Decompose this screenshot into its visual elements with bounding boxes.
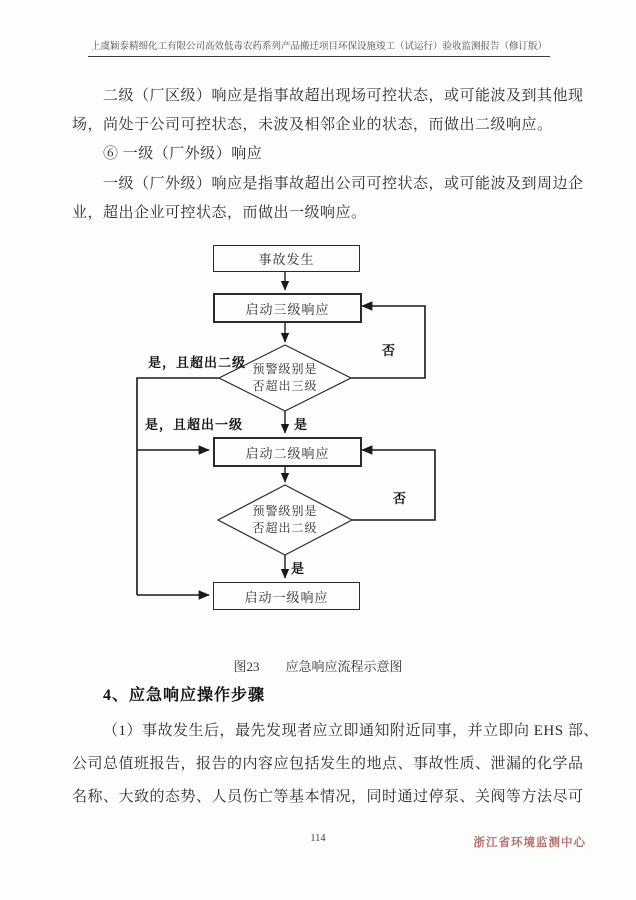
- branch-label-no2: 否: [393, 491, 408, 506]
- page-number: 114: [310, 833, 326, 844]
- section-heading: 4、应急响应操作步骤: [103, 687, 266, 704]
- paragraph-line: 二级（厂区级）响应是指事故超出现场可控状态，或可能波及到其他现: [103, 88, 584, 104]
- document-header-title: 上虞颖泰精细化工有限公司高效低毒农药系列产品搬迁项目环保设施竣工（试运行）验收监测报告（修订版）: [88, 38, 550, 57]
- decision1-text-line1: 预警级别是: [252, 362, 318, 376]
- decision1-text-line2: 否超出三级: [252, 379, 318, 393]
- paragraph-line: 一级（厂外级）响应是指事故超出公司可控状态，或可能波及到周边企: [103, 176, 584, 192]
- flow-box-start-level2-response: 启动二级响应: [213, 437, 362, 467]
- list-item-heading: ⑥ 一级（厂外级）响应: [103, 146, 263, 162]
- decision2-text-line1: 预警级别是: [252, 504, 318, 518]
- paragraph-line: 业，超出企业可控状态，而做出一级响应。: [72, 205, 367, 221]
- paragraph-line: 名称、大致的态势、人员伤亡等基本情况，同时通过停泵、关阀等方法尽可: [72, 789, 584, 805]
- branch-label-yes2: 是: [291, 561, 306, 576]
- emergency-response-flowchart: [110, 240, 540, 618]
- agency-stamp-text: 浙江省环境监测中心: [473, 837, 586, 849]
- flow-box-accident-occurs: 事故发生: [213, 245, 360, 272]
- figure-caption: [0, 656, 636, 675]
- decision2-text-line2: 否超出二级: [252, 521, 318, 535]
- figure-title: 应急响应流程示意图: [285, 659, 403, 674]
- branch-label-yes1: 是: [294, 417, 309, 432]
- paragraph-line: 场，尚处于公司可控状态，未波及相邻企业的状态，而做出二级响应。: [72, 117, 553, 133]
- decision2-text: [225, 494, 345, 546]
- paragraph-line: （1）事故发生后，最先发现者应立即通知附近同事，并立即向 EHS 部、: [103, 723, 599, 739]
- flow-box-start-level1-response: 启动一级响应: [213, 582, 360, 610]
- flow-box-start-level3-response: 启动三级响应: [213, 293, 362, 323]
- branch-label-yes-exceed-level2: 是，且超出二级: [148, 355, 247, 370]
- paragraph-line: 公司总值班报告，报告的内容应包括发生的地点、事故性质、泄漏的化学品: [72, 756, 584, 772]
- branch-label-yes-exceed-level1: 是，且超出一级: [145, 417, 244, 432]
- branch-label-no1: 否: [382, 343, 397, 358]
- figure-number: 图23: [233, 659, 260, 674]
